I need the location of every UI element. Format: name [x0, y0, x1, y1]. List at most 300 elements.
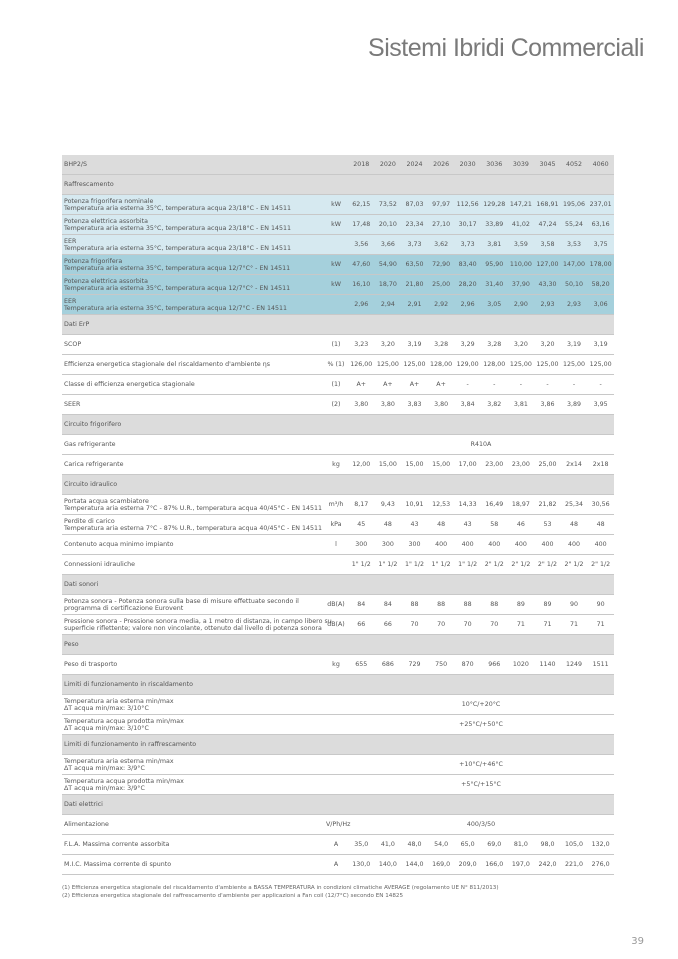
cell-value: 400 — [534, 535, 561, 555]
cell-value: 2" 1/2 — [508, 555, 535, 575]
table-row — [62, 295, 614, 315]
cell-value: 655 — [348, 655, 375, 675]
cell-value: 300 — [401, 535, 428, 555]
table-row — [62, 555, 614, 575]
model-header: 3039 — [508, 155, 535, 175]
row-label-sub: ΔT acqua min/max: 3/10°C — [64, 704, 149, 712]
row-unit — [324, 555, 348, 575]
cell-value: 70 — [428, 615, 455, 635]
cell-value: 870 — [454, 655, 481, 675]
cell-value: 63,50 — [401, 255, 428, 275]
cell-value: 2,93 — [534, 295, 561, 315]
row-label — [62, 855, 324, 875]
row-label — [62, 355, 324, 375]
table-row — [62, 815, 614, 835]
cell-value: 400 — [481, 535, 508, 555]
cell-value: 23,00 — [508, 455, 535, 475]
row-unit: kW — [324, 215, 348, 235]
row-label — [62, 255, 324, 275]
cell-value: 169,0 — [428, 855, 455, 875]
cell-value: 54,0 — [428, 835, 455, 855]
cell-value: A+ — [375, 375, 402, 395]
cell-value: 197,0 — [508, 855, 535, 875]
model-header: 3036 — [481, 155, 508, 175]
table-row — [62, 335, 614, 355]
row-label-sub: ΔT acqua min/max: 3/10°C — [64, 724, 149, 732]
cell-value: 1511 — [587, 655, 614, 675]
row-unit — [324, 235, 348, 255]
cell-value: - — [454, 375, 481, 395]
row-label-sub: superficie riflettente; valore non vincolante, ottenuto dal livello di potenza sonora — [64, 624, 322, 632]
cell-value: 166,0 — [481, 855, 508, 875]
unit-header — [324, 155, 348, 175]
cell-value: 55,24 — [561, 215, 588, 235]
cell-value: 242,0 — [534, 855, 561, 875]
cell-value: 71 — [587, 615, 614, 635]
row-label — [62, 515, 324, 535]
row-unit: dB(A) — [324, 615, 348, 635]
section-title: Peso — [62, 635, 614, 655]
row-label-main: Potenza frigorifera — [64, 257, 123, 265]
row-label-main: Temperatura acqua prodotta min/max — [64, 777, 184, 785]
section-title: Circuito idraulico — [62, 475, 614, 495]
cell-value: 2x14 — [561, 455, 588, 475]
cell-value: 1140 — [534, 655, 561, 675]
spec-table — [62, 155, 614, 875]
cell-value: 3,28 — [428, 335, 455, 355]
section-title: Dati elettrici — [62, 795, 614, 815]
cell-value: 3,20 — [534, 335, 561, 355]
row-label-main: EER — [64, 237, 77, 245]
cell-value: 17,48 — [348, 215, 375, 235]
cell-value: A+ — [401, 375, 428, 395]
model-header: 4060 — [587, 155, 614, 175]
cell-value: 2,94 — [375, 295, 402, 315]
cell-value: 3,80 — [348, 395, 375, 415]
row-unit — [324, 755, 348, 775]
row-label — [62, 375, 324, 395]
cell-value: 41,02 — [508, 215, 535, 235]
row-label-main: M.I.C. Massima corrente di spunto — [64, 861, 172, 868]
cell-value: 3,05 — [481, 295, 508, 315]
cell-value: 43 — [401, 515, 428, 535]
cell-value: 2" 1/2 — [587, 555, 614, 575]
cell-value: 2" 1/2 — [561, 555, 588, 575]
table-row — [62, 835, 614, 855]
section-row — [62, 475, 614, 495]
row-unit: A — [324, 835, 348, 855]
cell-value: 125,00 — [561, 355, 588, 375]
row-unit — [324, 695, 348, 715]
row-label — [62, 695, 324, 715]
cell-value: 3,53 — [561, 235, 588, 255]
table-row — [62, 375, 614, 395]
section-row — [62, 795, 614, 815]
cell-value: 400 — [587, 535, 614, 555]
row-label-sub: Temperatura aria esterna 35°C, temperatura acqua 23/18°C - EN 14511 — [64, 224, 292, 232]
cell-value: 2,91 — [401, 295, 428, 315]
cell-value: 132,0 — [587, 835, 614, 855]
cell-value: 21,80 — [401, 275, 428, 295]
cell-value: 98,0 — [534, 835, 561, 855]
cell-value: 3,20 — [375, 335, 402, 355]
cell-value: 1" 1/2 — [454, 555, 481, 575]
cell-value: 66 — [375, 615, 402, 635]
row-label-sub: programma di certificazione Eurovent — [64, 604, 184, 612]
cell-value: 10,91 — [401, 495, 428, 515]
table-row — [62, 715, 614, 735]
cell-value: 686 — [375, 655, 402, 675]
row-label — [62, 335, 324, 355]
cell-value: 48,0 — [401, 835, 428, 855]
cell-value: 3,29 — [454, 335, 481, 355]
cell-value: 3,58 — [534, 235, 561, 255]
cell-value: 144,0 — [401, 855, 428, 875]
row-label — [62, 595, 324, 615]
cell-value: 28,20 — [454, 275, 481, 295]
row-label-main: Potenza elettrica assorbita — [64, 217, 148, 225]
row-unit: kW — [324, 195, 348, 215]
cell-value: 66 — [348, 615, 375, 635]
cell-value: 15,00 — [375, 455, 402, 475]
cell-value: 16,49 — [481, 495, 508, 515]
table-row — [62, 755, 614, 775]
cell-value: 62,15 — [348, 195, 375, 215]
cell-value: 3,23 — [348, 335, 375, 355]
row-label — [62, 235, 324, 255]
cell-value: 140,0 — [375, 855, 402, 875]
cell-value: 37,90 — [508, 275, 535, 295]
cell-value: - — [534, 375, 561, 395]
cell-value: 71 — [534, 615, 561, 635]
cell-value: - — [481, 375, 508, 395]
row-label-main: Temperatura aria esterna min/max — [64, 757, 174, 765]
cell-value: 2,96 — [454, 295, 481, 315]
cell-value: 3,73 — [454, 235, 481, 255]
cell-value: 110,00 — [508, 255, 535, 275]
cell-value: 14,33 — [454, 495, 481, 515]
cell-value: 221,0 — [561, 855, 588, 875]
cell-value: 126,00 — [348, 355, 375, 375]
section-title: Raffrescamento — [62, 175, 614, 195]
model-label: BHP2/S — [62, 155, 324, 175]
model-header: 2020 — [375, 155, 402, 175]
table-row — [62, 535, 614, 555]
cell-value: 127,00 — [534, 255, 561, 275]
table-row — [62, 775, 614, 795]
row-label-main: Carica refrigerante — [64, 461, 124, 468]
row-label-sub: ΔT acqua min/max: 3/9°C — [64, 784, 145, 792]
row-label-main: SEER — [64, 401, 81, 408]
cell-value: - — [587, 375, 614, 395]
cell-value: - — [508, 375, 535, 395]
row-label-sub: Temperatura aria esterna 7°C - 87% U.R., temperatura acqua 40/45°C - EN 14511 — [64, 524, 323, 532]
cell-value: 1" 1/2 — [375, 555, 402, 575]
cell-value: 195,06 — [561, 195, 588, 215]
row-unit: dB(A) — [324, 595, 348, 615]
cell-value: 84 — [375, 595, 402, 615]
row-label-main: Pressione sonora - Pressione sonora media, a 1 metro di distanza, in campo libero su — [64, 617, 332, 625]
table-row — [62, 395, 614, 415]
cell-value: 1" 1/2 — [401, 555, 428, 575]
footnotes — [62, 884, 499, 900]
row-unit: kPa — [324, 515, 348, 535]
cell-value: 400 — [561, 535, 588, 555]
row-unit: (1) — [324, 335, 348, 355]
row-unit — [324, 295, 348, 315]
section-title: Dati sonori — [62, 575, 614, 595]
cell-value: 21,82 — [534, 495, 561, 515]
row-label — [62, 295, 324, 315]
table-row — [62, 195, 614, 215]
cell-value: 23,34 — [401, 215, 428, 235]
cell-value: 3,83 — [401, 395, 428, 415]
row-label-main: Connessioni idrauliche — [64, 561, 136, 568]
cell-value: 97,97 — [428, 195, 455, 215]
row-label — [62, 495, 324, 515]
cell-value: 1020 — [508, 655, 535, 675]
cell-value: A+ — [428, 375, 455, 395]
cell-value: 125,00 — [587, 355, 614, 375]
cell-value: 73,52 — [375, 195, 402, 215]
cell-value: 2,96 — [348, 295, 375, 315]
row-label-main: Peso di trasporto — [64, 661, 118, 668]
cell-value: 41,0 — [375, 835, 402, 855]
cell-value: 16,10 — [348, 275, 375, 295]
row-label-sub: Temperatura aria esterna 7°C - 87% U.R., temperatura acqua 40/45°C - EN 14511 — [64, 504, 323, 512]
footnote: (1) Efficienza energetica stagionale del riscaldamento d'ambiente a BASSA TEMPERATURA in condizioni climatiche AVERAGE (regolamento UE N° 811/2013) — [62, 885, 499, 891]
cell-value: 3,20 — [508, 335, 535, 355]
cell-value: 128,00 — [481, 355, 508, 375]
model-header: 2024 — [401, 155, 428, 175]
row-label — [62, 555, 324, 575]
row-label-sub: Temperatura aria esterna 35°C, temperatura acqua 12/7°C° - EN 14511 — [64, 264, 291, 272]
row-label-main: Perdite di carico — [64, 517, 115, 525]
row-label-main: Portata acqua scambiatore — [64, 497, 149, 505]
row-label — [62, 815, 324, 835]
cell-value: 15,00 — [428, 455, 455, 475]
cell-value: 3,95 — [587, 395, 614, 415]
row-unit: kg — [324, 455, 348, 475]
cell-value: 750 — [428, 655, 455, 675]
row-label — [62, 195, 324, 215]
table-row — [62, 215, 614, 235]
cell-value: 89 — [508, 595, 535, 615]
cell-value: 1" 1/2 — [348, 555, 375, 575]
cell-value: 25,00 — [534, 455, 561, 475]
cell-value: 125,00 — [401, 355, 428, 375]
model-header: 3045 — [534, 155, 561, 175]
cell-value: 45 — [348, 515, 375, 535]
model-header: 2018 — [348, 155, 375, 175]
cell-value: 3,75 — [587, 235, 614, 255]
row-unit: A — [324, 855, 348, 875]
cell-value: 1249 — [561, 655, 588, 675]
row-label-main: Temperatura aria esterna min/max — [64, 697, 174, 705]
cell-value: 48 — [428, 515, 455, 535]
row-label — [62, 835, 324, 855]
cell-value: 3,19 — [401, 335, 428, 355]
cell-value: 89 — [534, 595, 561, 615]
cell-value: 69,0 — [481, 835, 508, 855]
row-label-main: Potenza sonora - Potenza sonora sulla base di misure effettuate secondo il — [64, 597, 299, 605]
cell-value: 966 — [481, 655, 508, 675]
cell-value: 3,73 — [401, 235, 428, 255]
cell-value: 2" 1/2 — [481, 555, 508, 575]
cell-value: 54,90 — [375, 255, 402, 275]
cell-value: 70 — [454, 615, 481, 635]
row-label — [62, 455, 324, 475]
row-value: 10°C/+20°C — [348, 695, 614, 715]
cell-value: 3,56 — [348, 235, 375, 255]
cell-value: 3,82 — [481, 395, 508, 415]
row-value: R410A — [348, 435, 614, 455]
cell-value: 125,00 — [508, 355, 535, 375]
table-row — [62, 595, 614, 615]
cell-value: 90 — [587, 595, 614, 615]
cell-value: 53 — [534, 515, 561, 535]
section-row — [62, 175, 614, 195]
cell-value: 3,28 — [481, 335, 508, 355]
cell-value: 84 — [348, 595, 375, 615]
cell-value: 400 — [428, 535, 455, 555]
table-row — [62, 255, 614, 275]
cell-value: 129,00 — [454, 355, 481, 375]
cell-value: 125,00 — [534, 355, 561, 375]
cell-value: 65,0 — [454, 835, 481, 855]
cell-value: 128,00 — [428, 355, 455, 375]
cell-value: 50,10 — [561, 275, 588, 295]
cell-value: 20,10 — [375, 215, 402, 235]
cell-value: 300 — [348, 535, 375, 555]
row-label-main: Contenuto acqua minimo impianto — [64, 541, 174, 548]
cell-value: 2,90 — [508, 295, 535, 315]
cell-value: 112,56 — [454, 195, 481, 215]
cell-value: 31,40 — [481, 275, 508, 295]
cell-value: 71 — [561, 615, 588, 635]
cell-value: 88 — [401, 595, 428, 615]
row-unit: V/Ph/Hz — [324, 815, 348, 835]
cell-value: 48 — [587, 515, 614, 535]
cell-value: A+ — [348, 375, 375, 395]
section-row — [62, 575, 614, 595]
row-label — [62, 435, 324, 455]
cell-value: 105,0 — [561, 835, 588, 855]
section-row — [62, 735, 614, 755]
cell-value: 3,06 — [587, 295, 614, 315]
cell-value: 178,00 — [587, 255, 614, 275]
cell-value: 125,00 — [375, 355, 402, 375]
cell-value: 83,40 — [454, 255, 481, 275]
row-unit: m³/h — [324, 495, 348, 515]
row-unit: l — [324, 535, 348, 555]
footnote: (2) Efficienza energetica stagionale del raffrescamento d'ambiente per applicazioni a Fan coil (12/7°C) secondo EN 14825 — [62, 893, 403, 899]
row-label-main: Classe di efficienza energetica stagionale — [64, 381, 195, 388]
section-title: Dati ErP — [62, 315, 614, 335]
cell-value: 48 — [561, 515, 588, 535]
cell-value: 8,17 — [348, 495, 375, 515]
cell-value: 3,19 — [587, 335, 614, 355]
row-label-main: Potenza elettrica assorbita — [64, 277, 148, 285]
model-header: 2030 — [454, 155, 481, 175]
row-label-sub: Temperatura aria esterna 35°C, temperatura acqua 23/18°C - EN 14511 — [64, 204, 292, 212]
cell-value: 2,92 — [428, 295, 455, 315]
row-unit — [324, 775, 348, 795]
cell-value: 168,91 — [534, 195, 561, 215]
cell-value: 72,90 — [428, 255, 455, 275]
row-label — [62, 755, 324, 775]
cell-value: 33,89 — [481, 215, 508, 235]
cell-value: 27,10 — [428, 215, 455, 235]
row-label-main: Gas refrigerante — [64, 441, 116, 448]
page-title: Sistemi Ibridi Commerciali — [368, 34, 644, 62]
table-header-row — [62, 155, 614, 175]
section-row — [62, 635, 614, 655]
row-label-sub: Temperatura aria esterna 35°C, temperatura acqua 12/7°C - EN 14511 — [64, 304, 288, 312]
section-row — [62, 415, 614, 435]
row-label-main: Efficienza energetica stagionale del riscaldamento d'ambiente ηs — [64, 361, 271, 368]
row-label — [62, 615, 332, 635]
row-label-sub: Temperatura aria esterna 35°C, temperatura acqua 23/18°C - EN 14511 — [64, 244, 292, 252]
cell-value: 3,80 — [375, 395, 402, 415]
cell-value: 3,59 — [508, 235, 535, 255]
row-unit — [324, 715, 348, 735]
cell-value: 47,60 — [348, 255, 375, 275]
row-label — [62, 215, 324, 235]
cell-value: 88 — [428, 595, 455, 615]
table-row — [62, 655, 614, 675]
table-row — [62, 435, 614, 455]
row-label — [62, 395, 324, 415]
cell-value: 400 — [508, 535, 535, 555]
model-header: 4052 — [561, 155, 588, 175]
cell-value: 18,97 — [508, 495, 535, 515]
cell-value: 3,81 — [508, 395, 535, 415]
cell-value: 87,03 — [401, 195, 428, 215]
cell-value: 63,16 — [587, 215, 614, 235]
section-title: Circuito frigorifero — [62, 415, 614, 435]
row-value: +25°C/+50°C — [348, 715, 614, 735]
row-unit — [324, 435, 348, 455]
cell-value: 129,28 — [481, 195, 508, 215]
section-row — [62, 675, 614, 695]
cell-value: 95,90 — [481, 255, 508, 275]
row-label — [62, 275, 324, 295]
cell-value: 209,0 — [454, 855, 481, 875]
cell-value: 70 — [481, 615, 508, 635]
cell-value: 58 — [481, 515, 508, 535]
row-label-main: Potenza frigorifera nominale — [64, 197, 154, 205]
cell-value: 3,89 — [561, 395, 588, 415]
cell-value: 46 — [508, 515, 535, 535]
cell-value: 2,93 — [561, 295, 588, 315]
page-number: 39 — [631, 936, 644, 947]
cell-value: 43,30 — [534, 275, 561, 295]
cell-value: 43 — [454, 515, 481, 535]
cell-value: 25,34 — [561, 495, 588, 515]
table-row — [62, 235, 614, 255]
row-label — [62, 715, 324, 735]
cell-value: 147,21 — [508, 195, 535, 215]
cell-value: 1" 1/2 — [428, 555, 455, 575]
cell-value: 25,00 — [428, 275, 455, 295]
cell-value: 3,19 — [561, 335, 588, 355]
cell-value: 58,20 — [587, 275, 614, 295]
cell-value: 47,24 — [534, 215, 561, 235]
row-label-main: EER — [64, 297, 77, 305]
table-row — [62, 695, 614, 715]
row-label-sub: ΔT acqua min/max: 3/9°C — [64, 764, 145, 772]
